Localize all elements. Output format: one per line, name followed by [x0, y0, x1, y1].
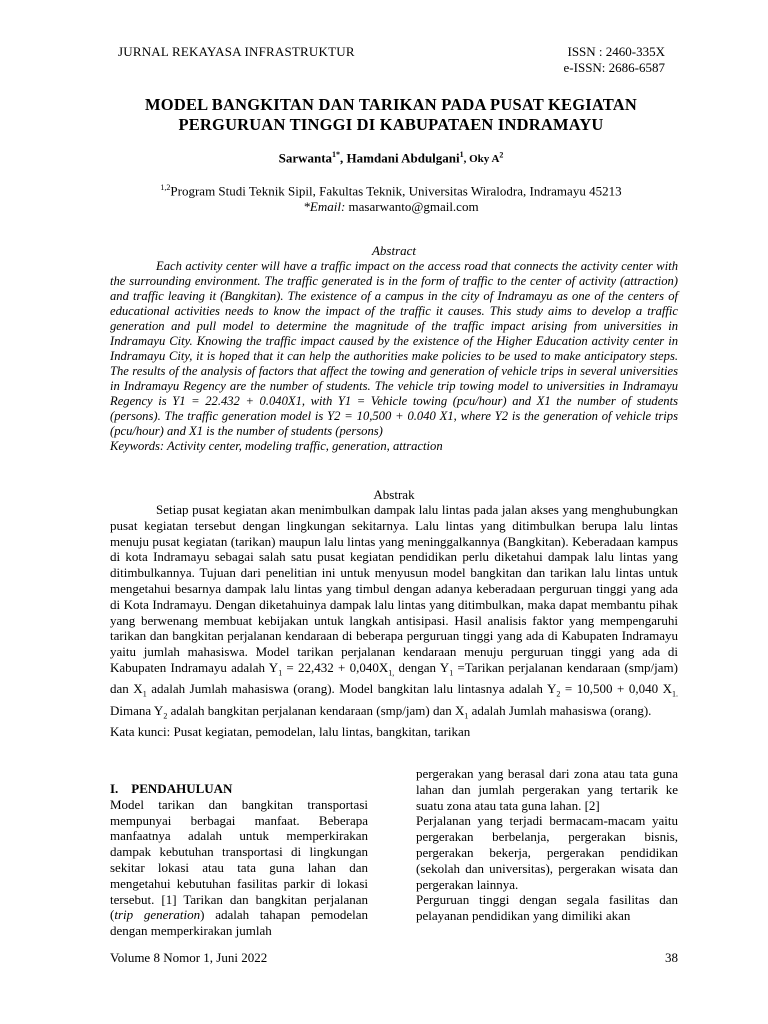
- author-2-sup: 1: [459, 150, 464, 159]
- abstract-en-body: Each activity center will have a traffic impact on the access road that connects the activity center with the surrounding environment. The traffic generated is in the form of traffic to the center of activity (attraction) and traffic leaving it (Bangkitan). The existence of a campus in the city of Indramayu as one of the centers of educational activities needs to know the impact of the traffic it causes. This study aims to develop a traffic generation and pull model to determine the magnitude of the traffic impact arising from universities in Indramayu City. Knowing the traffic impact caused by the existence of the Higher Education activity center in Indramayu City, it is hoped that it can help the authorities make policies to be used to make anticipatory steps. The results of the analysis of factors that affect the towing and generation of vehicle trips in several universities in Indramayu Regency are the number of students. The vehicle trip towing model to universities in Indramayu Regency is Y1 = 22.432 + 0.040X1, with Y1 = Vehicle towing (pcu/hour) and X1 the number of students (persons). The traffic generation model is Y2 = 10,500 + 0.040 X1, where Y2 is the generation of vehicle trips (pcu/hour) and X1 is the number of students (persons): [110, 259, 678, 438]
- abstract-en-heading: Abstract: [371, 243, 417, 258]
- affiliation: [100, 180, 682, 215]
- abstract-en: [110, 259, 678, 454]
- author-3: Oky A: [469, 153, 500, 166]
- intro-paragraph-3: Perjalanan yang terjadi bermacam-macam yaitu pergerakan berbelanja, pergerakan bisnis, pergerakan bekerja, pergerakan pendidikan (sekolah dan universitas), pergerakan wisata dan pergerakan lainnya.: [416, 813, 678, 892]
- intro-paragraph-2: pergerakan yang berasal dari zona atau tata guna lahan dan jumlah pergerakan yang tertarik ke suatu zona atau tata guna lahan. [2]: [416, 766, 678, 813]
- title-line-1: MODEL BANGKITAN DAN TARIKAN PADA PUSAT KEGIATAN: [145, 95, 637, 114]
- paper-title: [100, 95, 682, 135]
- abstract-id: [110, 502, 678, 740]
- footer-volume: Volume 8 Nomor 1, Juni 2022: [110, 950, 268, 965]
- section-heading-pendahuluan: I. PENDAHULUAN: [110, 781, 233, 796]
- page-number: 38: [665, 950, 678, 965]
- abstract-id-keywords: Kata kunci: Pusat kegiatan, pemodelan, lalu lintas, bangkitan, tarikan: [110, 724, 471, 740]
- author-1: Sarwanta: [278, 150, 333, 166]
- affiliation-sup: 1,2: [160, 183, 171, 192]
- email-address: masarwanto@gmail.com: [348, 199, 479, 215]
- column-right: [416, 766, 678, 924]
- journal-name: JURNAL REKAYASA INFRASTRUKTUR: [118, 44, 355, 59]
- title-line-2: PERGURUAN TINGGI DI KABUPATAEN INDRAMAYU: [178, 115, 604, 134]
- issn: ISSN : 2460-335X: [567, 44, 665, 59]
- eissn: e-ISSN: 2686-6587: [563, 60, 665, 75]
- abstract-en-keywords: Keywords: Activity center, modeling traffic, generation, attraction: [110, 439, 443, 453]
- intro-paragraph-1: Model tarikan dan bangkitan transportasi mempunyai berbagai manfaat. Beberapa manfaatnya adalah untuk memperkirakan dampak kebutuhan transportasi di lingkungan sekitar lokasi atau tata guna lahan dan mengetahui kebutuhan fasilitas parkir di lokasi tersebut. [1] Tarikan dan bangkitan perjalanan (trip generation) adalah tahapan pemodelan dengan memperkirakan jumlah: [110, 796, 368, 939]
- author-2: Hamdani Abdulgani: [346, 150, 460, 166]
- affiliation-text: Program Studi Teknik Sipil, Fakultas Teknik, Universitas Wiralodra, Indramayu 45213: [170, 183, 622, 199]
- abstract-id-body: Setiap pusat kegiatan akan menimbulkan dampak lalu lintas pada jalan akses yang menghubungkan pusat kegiatan tersebut dengan lingkungan sekitarnya. Lalu lintas yang ditimbulkan berupa lalu lintas menuju pusat kegiatan (tarikan) maupun lalu lintas yang meninggalkannya (Bangkitan). Keberadaan kampus di kota Indramayu sebagai salah satu pusat kegiatan pendidikan perlu diketahui dampak lalu lintas yang ditimbulkannya. Tujuan dari penelitian ini untuk menyusun model bangkitan dan tarikan lalu lintas untuk mengetahui besarnya dampak lalu lintas yang timbul dengan adanya keberadaan perguruan tinggi yang ada di Kota Indramayu. Dengan diketahuinya dampak lalu lintas yang ditimbulkan, maka dapat membantu pihak yang berwenang membuat kebijakan untuk langkah antisipasi. Hasil analisis faktor yang mempengaruhi tarikan dan bangkitan perjalanan kendaraan di beberapa perguruan tinggi yang ada di Kabupaten Indramayu yaitu jumlah mahasiswa. Model tarikan perjalanan kendaraan menuju perguruan tinggi yang ada di Kabupaten Indramayu adalah $Y_1 = 22,432 + 0,040X_{1,}$ dengan $Y_1$ =Tarikan perjalanan kendaraan (smp/jam) dan $X_1$ adalah Jumlah mahasiswa (orang). Model bangkitan lalu lintasnya adalah $Y_2 = 10,500 + 0,040$ $X_{1.}$ Dimana $Y_2$ adalah bangkitan perjalanan kendaraan (smp/jam) dan $X_1$ adalah Jumlah mahasiswa (orang).: [110, 502, 678, 721]
- email-label: *Email:: [303, 199, 346, 215]
- issn-block: [564, 44, 665, 76]
- column-left: [110, 781, 368, 939]
- author-list: Sarwanta$^{1*}$, Hamdani Abdulgani$^1$, Oky $A^2$: [278, 150, 504, 166]
- author-1-sup: 1*: [332, 150, 341, 159]
- intro-paragraph-4: Perguruan tinggi dengan segala fasilitas dan pelayanan pendidikan yang dimiliki akan: [416, 892, 678, 924]
- author-3-sup: 2: [499, 150, 504, 160]
- abstract-id-heading: Abstrak: [373, 487, 415, 502]
